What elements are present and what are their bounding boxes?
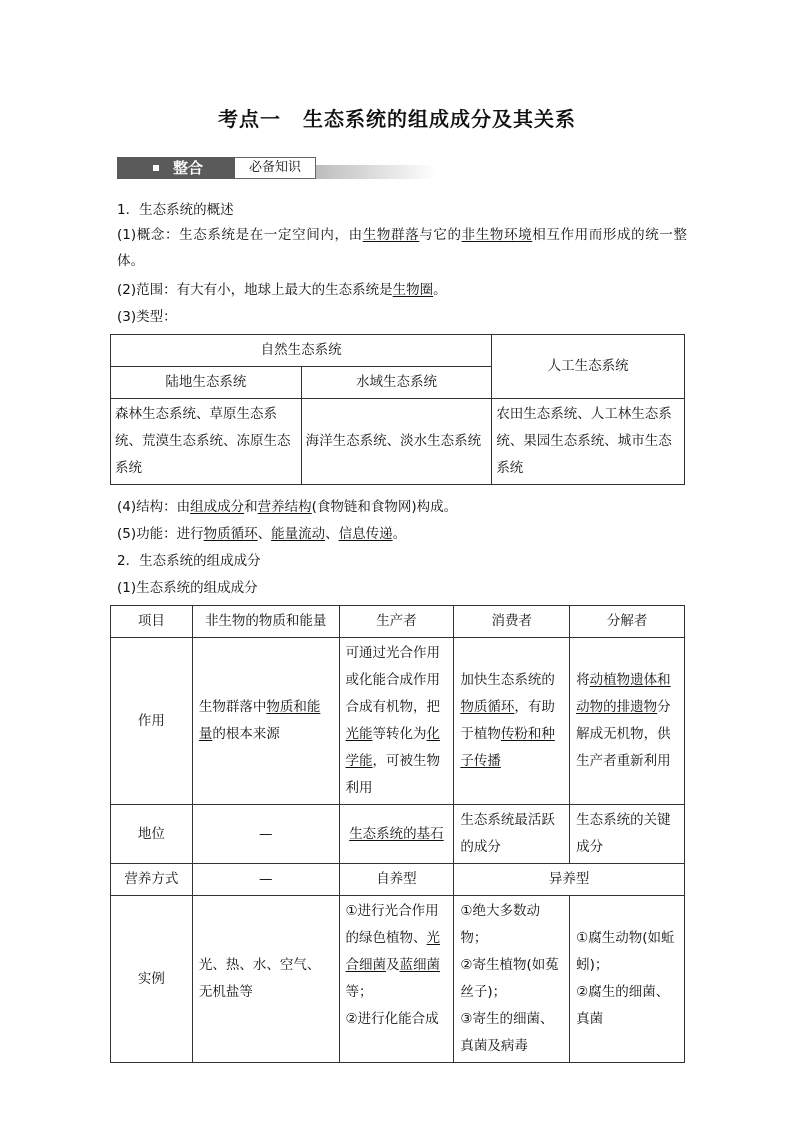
mode-producer: 自养型 [339, 864, 454, 896]
water-header: 水域生态系统 [301, 367, 492, 399]
example-decomposer: ①腐生动物(如蚯蚓)； ②腐生的细菌、真菌 [570, 896, 685, 1063]
role-abiotic: 生物群落中物质和能量的根本来源 [192, 638, 339, 805]
row-role-label: 作用 [111, 638, 193, 805]
components-table [110, 605, 685, 1063]
role-producer: 可通过光合作用或化能合成作用合成有机物，把光能等转化为化学能，可被生物利用 [339, 638, 454, 805]
banner-label: 必备知识 [235, 157, 316, 179]
land-examples: 森林生态系统、草原生态系统、荒漠生态系统、冻原生态系统 [111, 399, 302, 485]
section-banner [117, 157, 437, 179]
section-2-heading: 2．生态系统的组成成分 [117, 553, 261, 569]
section-1-heading: 1．生态系统的概述 [117, 202, 234, 218]
banner-fade [316, 165, 437, 179]
role-decomposer: 将动植物遗体和动物的排遗物分解成无机物，供生产者重新利用 [570, 638, 685, 805]
mode-heterotroph: 异养型 [454, 864, 685, 896]
page-title: 考点一 生态系统的组成成分及其关系 [218, 107, 576, 131]
row-mode-label: 营养方式 [111, 864, 193, 896]
natural-header: 自然生态系统 [111, 335, 492, 367]
status-abiotic: — [192, 805, 339, 864]
ecosystem-types-table [110, 334, 685, 485]
header-abiotic: 非生物的物质和能量 [192, 606, 339, 638]
land-header: 陆地生态系统 [111, 367, 302, 399]
header-item: 项目 [111, 606, 193, 638]
example-producer: ①进行光合作用的绿色植物、光合细菌及蓝细菌等； ②进行化能合成 [339, 896, 454, 1063]
structure-line: (4)结构：由组成成分和营养结构(食物链和食物网)构成。 [117, 499, 458, 515]
square-icon [153, 165, 159, 171]
status-decomposer: 生态系统的关键成分 [570, 805, 685, 864]
example-consumer: ①绝大多数动物； ②寄生植物(如菟丝子)； ③寄生的细菌、真菌及病毒 [454, 896, 570, 1063]
concept-paragraph: (1)概念：生态系统是在一定空间内，由生物群落与它的非生物环境相互作用而形成的统一整体。 [117, 227, 687, 269]
row-example-label: 实例 [111, 896, 193, 1063]
water-examples: 海洋生态系统、淡水生态系统 [301, 399, 492, 485]
section-2-sub: (1)生态系统的组成成分 [117, 580, 258, 596]
example-abiotic: 光、热、水、空气、无机盐等 [192, 896, 339, 1063]
mode-abiotic: — [192, 864, 339, 896]
scope-line: (2)范围：有大有小，地球上最大的生态系统是生物圈。 [117, 282, 447, 298]
artificial-header: 人工生态系统 [492, 335, 685, 399]
header-decomposer: 分解者 [570, 606, 685, 638]
function-line: (5)功能：进行物质循环、能量流动、信息传递。 [117, 526, 407, 542]
header-producer: 生产者 [339, 606, 454, 638]
header-consumer: 消费者 [454, 606, 570, 638]
banner-tag: 整合 [173, 159, 204, 177]
status-producer: 生态系统的基石 [339, 805, 454, 864]
status-consumer: 生态系统最活跃的成分 [454, 805, 570, 864]
types-line: (3)类型： [117, 309, 177, 325]
row-status-label: 地位 [111, 805, 193, 864]
role-consumer: 加快生态系统的物质循环，有助于植物传粉和种子传播 [454, 638, 570, 805]
artificial-examples: 农田生态系统、人工林生态系统、果园生态系统、城市生态系统 [492, 399, 685, 485]
